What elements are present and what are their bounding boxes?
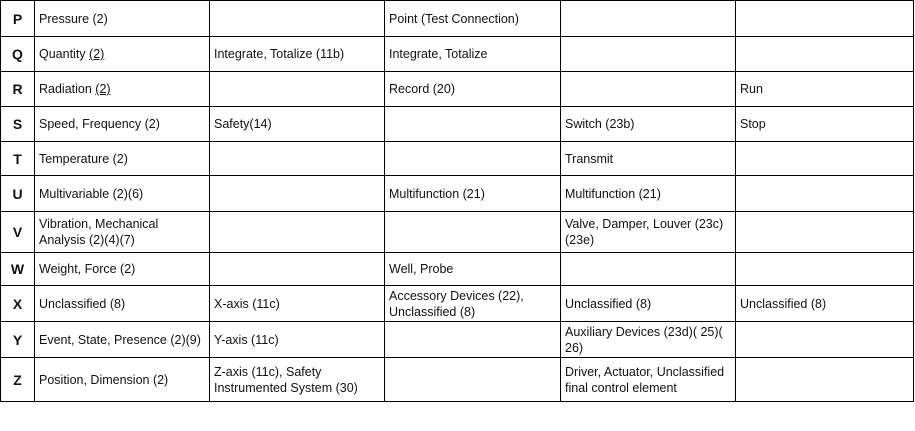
row-letter: Y xyxy=(1,322,35,358)
cell-text: Stop xyxy=(740,117,766,131)
cell-text: Speed, Frequency (2) xyxy=(39,117,160,131)
cell-text: Y-axis (11c) xyxy=(214,332,279,347)
modifier-2-cell xyxy=(736,322,914,358)
cell-text: Position, Dimension (2) xyxy=(39,372,169,387)
cell-text: Integrate, Totalize (11b) xyxy=(214,47,345,61)
measured-variable-cell xyxy=(35,107,210,142)
row-letter: Z xyxy=(1,358,35,402)
table-row xyxy=(1,107,914,142)
cell-text: Multifunction (21) xyxy=(389,186,485,201)
row-letter: X xyxy=(1,286,35,322)
readout-function-cell xyxy=(385,253,561,286)
modifier-2-cell xyxy=(736,358,914,402)
table-row xyxy=(1,72,914,107)
cell-text: Point (Test Connection) xyxy=(389,11,519,26)
output-function-cell xyxy=(561,212,736,253)
cell-text: Vibration, Mechanical Analysis (2)(4)(7) xyxy=(39,217,159,247)
output-function-cell xyxy=(561,253,736,286)
measured-variable-cell xyxy=(35,142,210,176)
readout-function-cell xyxy=(385,1,561,37)
output-function-cell xyxy=(561,72,736,107)
cell-text: Switch (23b) xyxy=(565,117,635,131)
table-row xyxy=(1,37,914,72)
cell-text: Event, State, Presence (2)(9) xyxy=(39,332,201,347)
table-row xyxy=(1,358,914,402)
modifier-cell xyxy=(210,37,385,72)
cell-text: Driver, Actuator, Unclassified final control element xyxy=(565,364,725,395)
measured-variable-cell xyxy=(35,358,210,402)
cell-text: Radiation xyxy=(39,82,96,96)
table-row xyxy=(1,253,914,286)
measured-variable-cell xyxy=(35,72,210,107)
readout-function-cell xyxy=(385,322,561,358)
cell-text: Temperature (2) xyxy=(39,151,128,166)
modifier-cell xyxy=(210,142,385,176)
readout-function-cell xyxy=(385,212,561,253)
measured-variable-cell xyxy=(35,1,210,37)
modifier-2-cell xyxy=(736,37,914,72)
row-letter: W xyxy=(1,253,35,286)
modifier-2-cell xyxy=(736,72,914,107)
output-function-cell xyxy=(561,176,736,212)
readout-function-cell xyxy=(385,142,561,176)
measured-variable-cell xyxy=(35,37,210,72)
modifier-cell xyxy=(210,107,385,142)
cell-text: Transmit xyxy=(565,151,614,166)
modifier-cell xyxy=(210,212,385,253)
measured-variable-cell xyxy=(35,286,210,322)
readout-function-cell xyxy=(385,176,561,212)
cell-text: Accessory Devices (22), Unclassified (8) xyxy=(389,288,524,319)
modifier-2-cell xyxy=(736,107,914,142)
row-letter: S xyxy=(1,107,35,142)
cell-text: Unclassified (8) xyxy=(740,296,827,311)
cell-text: Well, Probe xyxy=(389,262,454,276)
cell-text: Unclassified (8) xyxy=(565,296,652,311)
table-row xyxy=(1,286,914,322)
output-function-cell xyxy=(561,286,736,322)
row-letter: U xyxy=(1,176,35,212)
modifier-2-cell xyxy=(736,1,914,37)
row-letter: T xyxy=(1,142,35,176)
cell-text: Z-axis (11c), Safety Instrumented System (30) xyxy=(214,364,358,395)
output-function-cell xyxy=(561,322,736,358)
cell-text: Auxiliary Devices (23d)( 25)( 26) xyxy=(565,324,723,355)
row-letter: P xyxy=(1,1,35,37)
table-row xyxy=(1,176,914,212)
cell-text: Valve, Damper, Louver (23c)(23e) xyxy=(565,217,724,247)
modifier-2-cell xyxy=(736,142,914,176)
cell-footnote-ref: (2) xyxy=(89,47,105,61)
output-function-cell xyxy=(561,358,736,402)
output-function-cell xyxy=(561,1,736,37)
cell-text: Quantity xyxy=(39,47,90,61)
cell-text: X-axis (11c) xyxy=(214,296,280,311)
cell-text: Safety(14) xyxy=(214,117,272,131)
readout-function-cell xyxy=(385,286,561,322)
table-row xyxy=(1,212,914,253)
cell-text: Run xyxy=(740,82,763,96)
cell-text: Multifunction (21) xyxy=(565,186,661,201)
row-letter: V xyxy=(1,212,35,253)
measured-variable-cell xyxy=(35,212,210,253)
output-function-cell xyxy=(561,107,736,142)
measured-variable-cell xyxy=(35,176,210,212)
table-row xyxy=(1,142,914,176)
cell-text: Record (20) xyxy=(389,82,455,96)
modifier-cell xyxy=(210,253,385,286)
output-function-cell xyxy=(561,142,736,176)
modifier-2-cell xyxy=(736,286,914,322)
readout-function-cell xyxy=(385,72,561,107)
modifier-cell xyxy=(210,72,385,107)
modifier-2-cell xyxy=(736,253,914,286)
modifier-2-cell xyxy=(736,212,914,253)
table-row xyxy=(1,322,914,358)
modifier-cell xyxy=(210,176,385,212)
row-letter: R xyxy=(1,72,35,107)
cell-text: Pressure (2) xyxy=(39,11,108,26)
cell-text: Weight, Force (2) xyxy=(39,262,136,276)
table-row xyxy=(1,1,914,37)
cell-text: Integrate, Totalize xyxy=(389,47,488,61)
modifier-cell xyxy=(210,286,385,322)
cell-text: Multivariable (2)(6) xyxy=(39,186,144,201)
readout-function-cell xyxy=(385,107,561,142)
modifier-2-cell xyxy=(736,176,914,212)
measured-variable-cell xyxy=(35,253,210,286)
modifier-cell xyxy=(210,358,385,402)
modifier-cell xyxy=(210,1,385,37)
output-function-cell xyxy=(561,37,736,72)
cell-text: Unclassified (8) xyxy=(39,296,126,311)
modifier-cell xyxy=(210,322,385,358)
row-letter: Q xyxy=(1,37,35,72)
cell-footnote-ref: (2) xyxy=(95,82,111,96)
readout-function-cell xyxy=(385,358,561,402)
measured-variable-cell xyxy=(35,322,210,358)
readout-function-cell xyxy=(385,37,561,72)
